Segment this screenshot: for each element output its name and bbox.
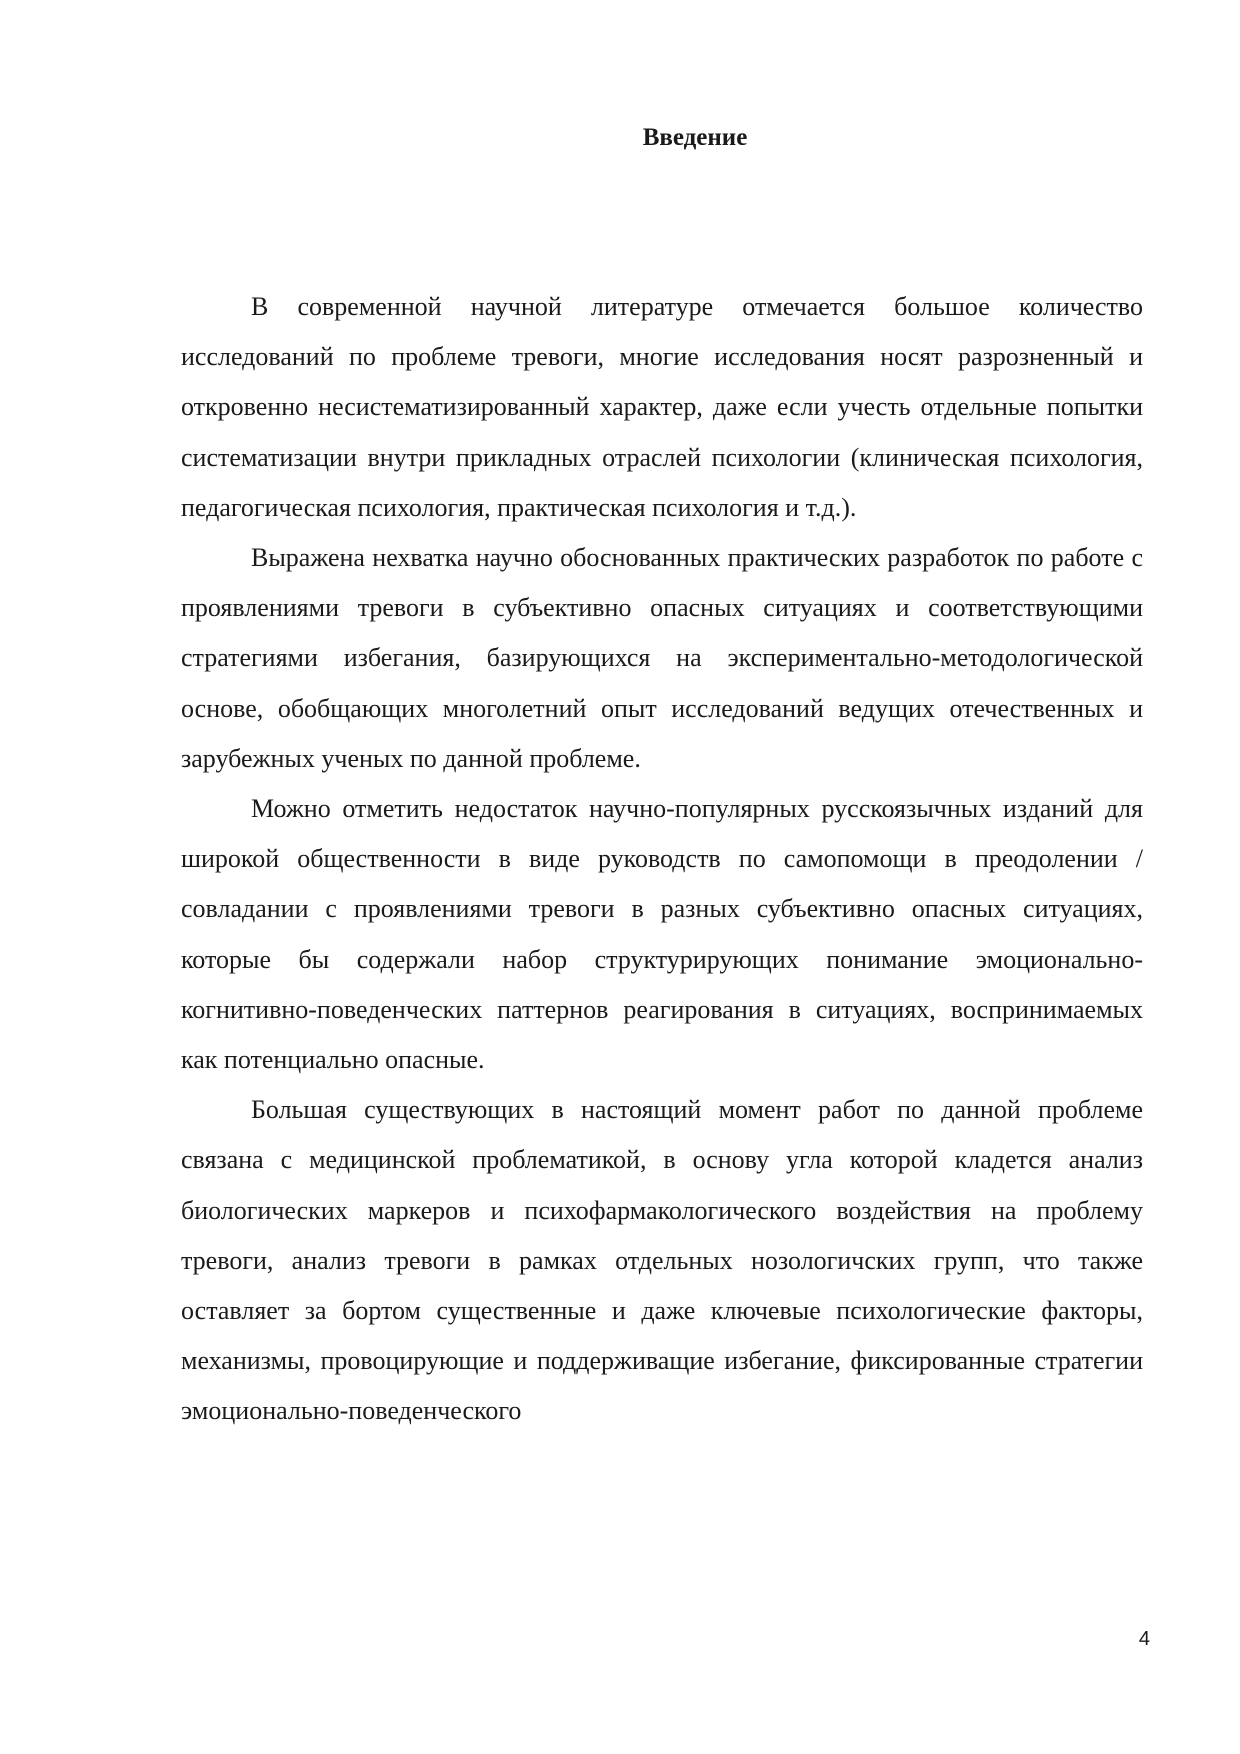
body-text — [181, 282, 1143, 1437]
paragraph-1: В современной научной литературе отмечается большое количество исследований по проблеме тревоги, многие исследования носят разрозненный и откровенно несистематизированный характер, даже если учесть отдельные попытки систематизации внутри прикладных отраслей психологии (клиническая психология, педагогическая психология, практическая психология и т.д.). — [181, 292, 1143, 522]
paragraph-3: Можно отметить недостаток научно-популярных русскоязычных изданий для широкой общественности в виде руководств по самопомощи в преодолении / совладании с проявлениями тревоги в разных субъективно опасных ситуациях, которые бы содержали набор структурирующих понимание эмоционально-когнитивно-поведенческих паттернов реагирования в ситуациях, воспринимаемых как потенциально опасные. — [181, 794, 1143, 1075]
paragraph-4: Большая существующих в настоящий момент работ по данной проблеме связана с медицинской проблематикой, в основу угла которой кладется анализ биологических маркеров и психофармакологического воздействия на проблему тревоги, анализ тревоги в рамках отдельных нозологичских групп, что также оставляет за бортом существенные и даже ключевые психологические факторы, механизмы, провоцирующие и поддерживащие избегание, фиксированные стратегии эмоционально-поведенческого — [181, 1095, 1143, 1426]
paragraph-2: Выражена нехватка научно обоснованных практических разработок по работе с проявлениями тревоги в субъективно опасных ситуациях и соответствующими стратегиями избегания, базирующихся на экспериментально-методологической основе, обобщающих многолетний опыт исследований ведущих отечественных и зарубежных ученых по данной проблеме. — [181, 543, 1143, 773]
page-number: 4 — [1138, 1628, 1150, 1650]
section-title: Введение — [642, 124, 748, 151]
